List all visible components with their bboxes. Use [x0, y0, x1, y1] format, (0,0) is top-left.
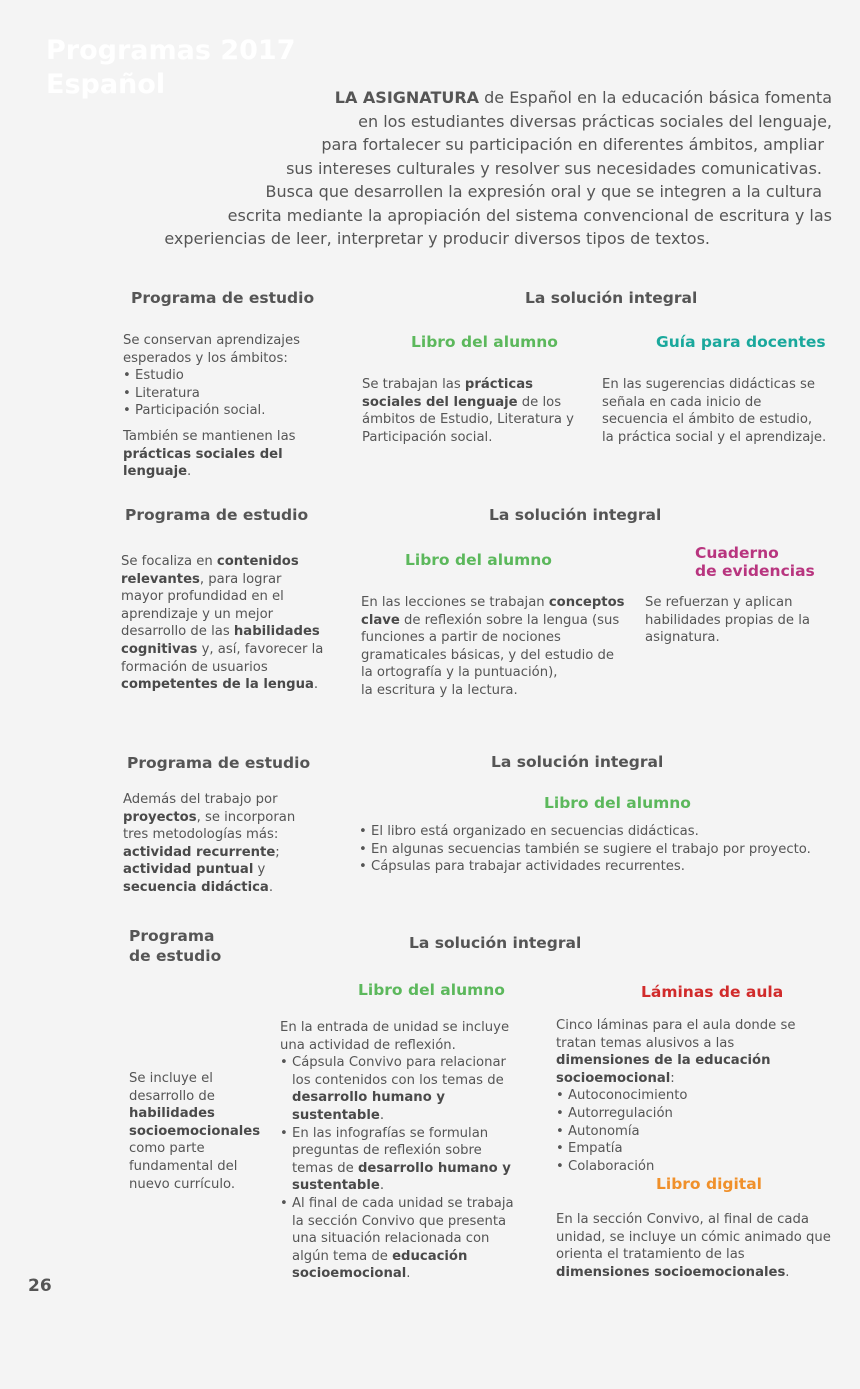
list-item: • En algunas secuencias también se sugiere el trabajo por proyecto.	[359, 841, 819, 859]
list-item: • Literatura	[123, 385, 328, 403]
s4-libro-list	[280, 1054, 520, 1283]
list-item: • Cápsula Convivo para relacionar los contenidos con los temas de desarrollo humano y sustentable.	[280, 1054, 520, 1124]
s3-libro-title: Libro del alumno	[544, 794, 691, 812]
intro-lead: LA ASIGNATURA	[334, 88, 480, 107]
s1-program-title: Programa de estudio	[131, 289, 315, 307]
s2-libro-text: En las lecciones se trabajan conceptos clave de reflexión sobre la lengua (sus funciones a partir de nociones gramaticales básicas, y del estudio de la ortografía y la puntuación), la escritura y la lectura.	[361, 595, 625, 698]
s1-program-list	[123, 367, 328, 420]
s1-program-text: Se conservan aprendizajes esperados y los ámbitos: • Estudio • Literatura • Participación social. También se mantienen las prácticas sociales del lenguaje.	[123, 332, 328, 481]
list-item: • El libro está organizado en secuencias didácticas.	[359, 823, 819, 841]
s1-libro-text: Se trabajan las prácticas sociales del lenguaje de los ámbitos de Estudio, Literatura y Participación social.	[362, 377, 574, 445]
s2-cuaderno-text: Se refuerzan y aplican habilidades propias de la asignatura.	[645, 595, 810, 646]
s4-libro-title: Libro del alumno	[358, 981, 505, 999]
s1-guia-text: En las sugerencias didácticas se señala en cada inicio de secuencia el ámbito de estudio, la práctica social y el aprendizaje.	[602, 377, 827, 445]
intro-paragraph: LA ASIGNATURA de Español en la educación básica fomenta en los estudiantes diversas prácticas sociales del lenguaje, para fortalecer su participación en diferentes ámbitos, ampliar sus intereses culturales y resolver sus necesidades comunicativas. Busca que desarrollen la expresión oral y que se integren a la cultura escrita mediante la apropiación del sistema convencional de escritura y las experiencias de leer, interpretar y producir diversos tipos de textos.	[164, 88, 832, 248]
s4-laminas-title: Láminas de aula	[641, 983, 784, 1001]
list-item: • Participación social.	[123, 402, 328, 420]
list-item: • En las infografías se formulan preguntas de reflexión sobre temas de desarrollo humano y sustentable.	[280, 1125, 520, 1195]
list-item: • Autonomía	[556, 1123, 831, 1141]
s3-program-title: Programa de estudio	[127, 754, 311, 772]
header-title-line2: Español	[46, 69, 166, 100]
s4-laminas-text: Cinco láminas para el aula donde se tratan temas alusivos a las dimensiones de la educación socioemocional: • Autoconocimiento • Autorregulación • Autonomía • Empatía • Colaboración	[556, 1017, 831, 1175]
s3-solution-title: La solución integral	[491, 753, 664, 771]
list-item: • Colaboración	[556, 1158, 831, 1176]
list-item: • Al final de cada unidad se trabaja la sección Convivo que presenta una situación relacionada con algún tema de educación socioemocional.	[280, 1195, 520, 1283]
s1-guia-title: Guía para docentes	[656, 333, 826, 351]
list-item: • Autorregulación	[556, 1105, 831, 1123]
s2-libro-title: Libro del alumno	[405, 551, 552, 569]
s1-libro-title: Libro del alumno	[411, 333, 558, 351]
s4-digital-title: Libro digital	[656, 1175, 762, 1193]
s2-solution-title: La solución integral	[489, 506, 662, 524]
s4-solution-title: La solución integral	[409, 934, 582, 952]
s4-program-title: Programa de estudio	[129, 927, 222, 965]
s2-program-text: Se focaliza en contenidos relevantes, para lograr mayor profundidad en el aprendizaje y un mejor desarrollo de las habilidades cognitivas y, así, favorecer la formación de usuarios competentes de la lengua.	[121, 554, 324, 693]
list-item: • Autoconocimiento	[556, 1087, 831, 1105]
s1-solution-title: La solución integral	[525, 289, 698, 307]
s4-laminas-list	[556, 1087, 831, 1175]
list-item: • Estudio	[123, 367, 328, 385]
header-title-line1: Programas 2017	[46, 35, 296, 66]
s4-program-text: Se incluye el desarrollo de habilidades socioemocionales como parte fundamental del nuevo currículo.	[129, 1071, 261, 1192]
s3-program-text: Además del trabajo por proyectos, se incorporan tres metodologías más: actividad recurrente; actividad puntual y secuencia didáctica.	[123, 792, 296, 895]
list-item: • Empatía	[556, 1140, 831, 1158]
s2-program-title: Programa de estudio	[125, 506, 309, 524]
page-number: 26	[28, 1276, 52, 1296]
s4-digital-text: En la sección Convivo, al final de cada unidad, se incluye un cómic animado que orienta el tratamiento de las dimensiones socioemocionales.	[556, 1212, 831, 1280]
s3-libro-list	[359, 823, 819, 876]
s4-libro-text: En la entrada de unidad se incluye una actividad de reflexión. • Cápsula Convivo para relacionar los contenidos con los temas de desarrollo humano y sustentable. • En las infografías se formulan preguntas de reflexión sobre temas de desarrollo humano y sustentable. • Al final de cada unidad se trabaja la sección Convivo que presenta una situación relacionada con algún tema de educación socioemocional.	[280, 1019, 520, 1283]
s2-cuaderno-title: Cuaderno de evidencias	[695, 544, 815, 580]
list-item: • Cápsulas para trabajar actividades recurrentes.	[359, 858, 819, 876]
